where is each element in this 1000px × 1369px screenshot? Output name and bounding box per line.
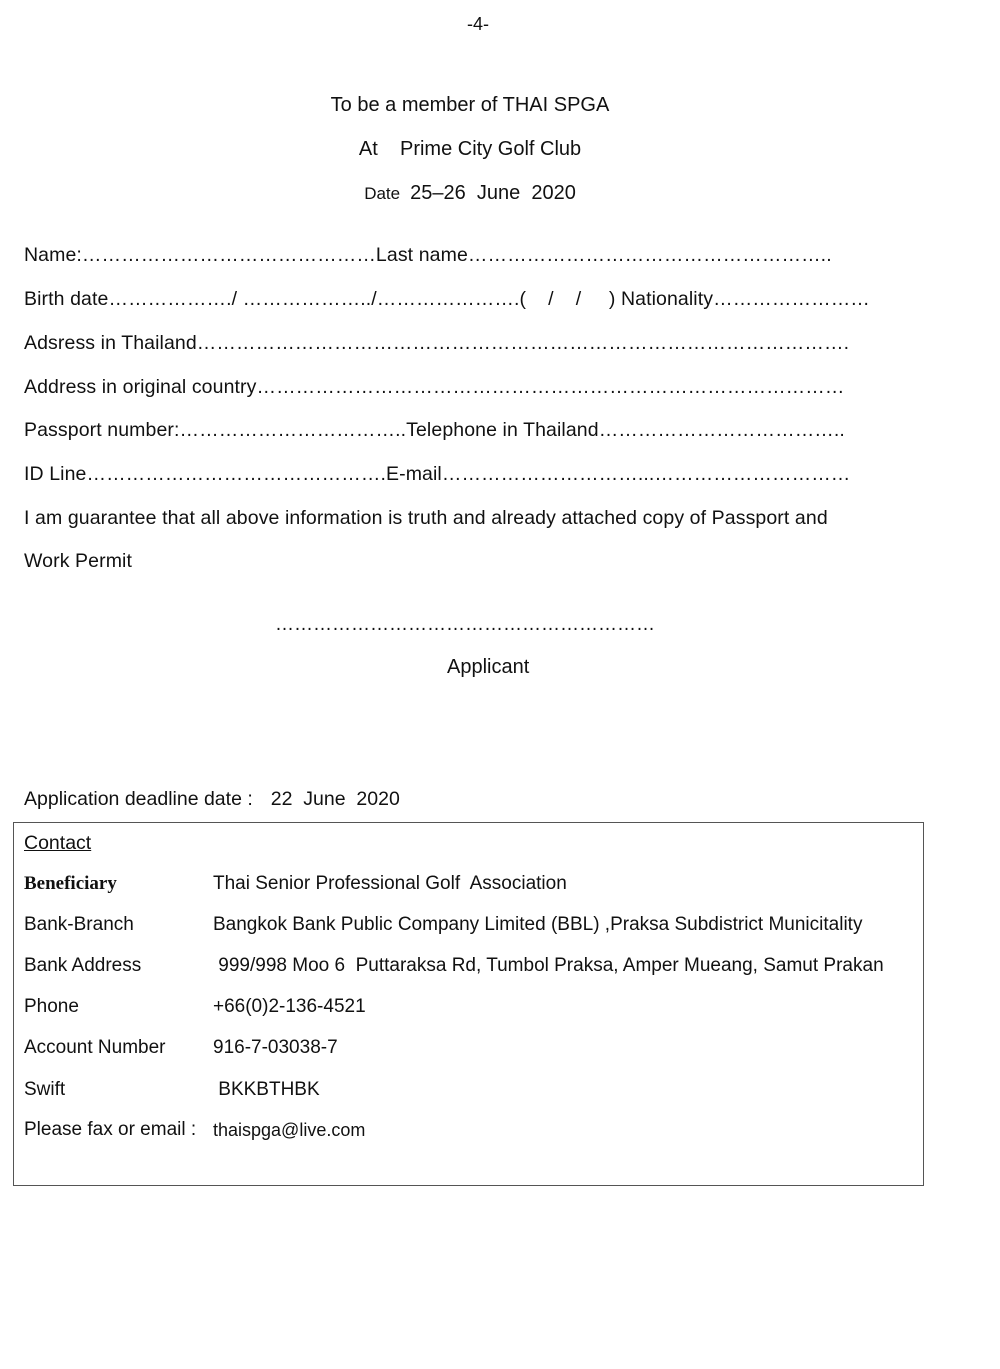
phone-value[interactable]: +66(0)2-136-4521 xyxy=(213,996,366,1017)
swift-label: Swift xyxy=(24,1079,66,1100)
phone-label: Phone xyxy=(24,996,79,1017)
passport-telephone-field-line[interactable]: Passport number:……………………………..Telephone in Thailand……………………………….. xyxy=(24,419,845,441)
address-original-field-line[interactable]: Address in original country……………………………………………………………………………… xyxy=(24,376,845,398)
swift-value: BKKBTHBK xyxy=(213,1079,320,1100)
beneficiary-label: Beneficiary xyxy=(24,873,117,894)
bank-address-label: Bank Address xyxy=(24,955,142,976)
applicant-label: Applicant xyxy=(447,656,530,678)
account-number-value: 916-7-03038-7 xyxy=(213,1037,338,1058)
form-title: To be a member of THAI SPGA xyxy=(330,94,610,116)
id-line-email-field-line[interactable]: ID Line……………………………………….E-mail…………………………...………………………… xyxy=(24,463,851,485)
email-link[interactable]: thaispga@live.com xyxy=(213,1120,366,1140)
phone-row xyxy=(24,996,914,1020)
event-date: 25–26 June 2020 xyxy=(410,182,576,204)
address-thailand-field-line[interactable]: Adsress in Thailand………………………………………………………………………………………. xyxy=(24,332,850,354)
swift-row xyxy=(24,1079,914,1103)
venue-line: At Prime City Golf Club xyxy=(358,138,582,160)
signature-line[interactable]: …………………………………………………… xyxy=(275,614,655,635)
bank-branch-row xyxy=(24,914,914,938)
birth-date-field-line[interactable]: Birth date………………./ ………………../………………….( / / ) Nationality…………………… xyxy=(24,288,870,310)
application-deadline xyxy=(24,788,400,811)
bank-address-value: 999/998 Moo 6 Puttaraksa Rd, Tumbol Praksa, Amper Mueang, Samut Prakan xyxy=(213,955,884,976)
guarantee-statement-line1: I am guarantee that all above information is truth and already attached copy of Passport and xyxy=(24,507,828,529)
deadline-label: Application deadline date : xyxy=(24,788,253,810)
event-date-line xyxy=(0,182,940,205)
beneficiary-value: Thai Senior Professional Golf Association xyxy=(213,873,567,894)
account-number-label: Account Number xyxy=(24,1037,166,1058)
beneficiary-row xyxy=(24,873,914,897)
fax-email-label: Please fax or email : xyxy=(24,1119,197,1140)
date-label: Date xyxy=(364,184,401,203)
bank-branch-value: Bangkok Bank Public Company Limited (BBL) ,Praksa Subdistrict Municitality xyxy=(213,914,863,935)
bank-branch-label: Bank-Branch xyxy=(24,914,134,935)
deadline-value: 22 June 2020 xyxy=(270,788,400,810)
account-number-row xyxy=(24,1037,914,1061)
name-field-line[interactable]: Name:………………………………………Last name……………………………………………….. xyxy=(24,244,832,266)
guarantee-statement-line2: Work Permit xyxy=(24,550,132,572)
contact-box xyxy=(13,822,924,1186)
fax-email-row xyxy=(24,1119,914,1143)
contact-title: Contact xyxy=(24,832,92,854)
page-number: -4- xyxy=(467,14,489,34)
bank-address-row xyxy=(24,955,914,979)
